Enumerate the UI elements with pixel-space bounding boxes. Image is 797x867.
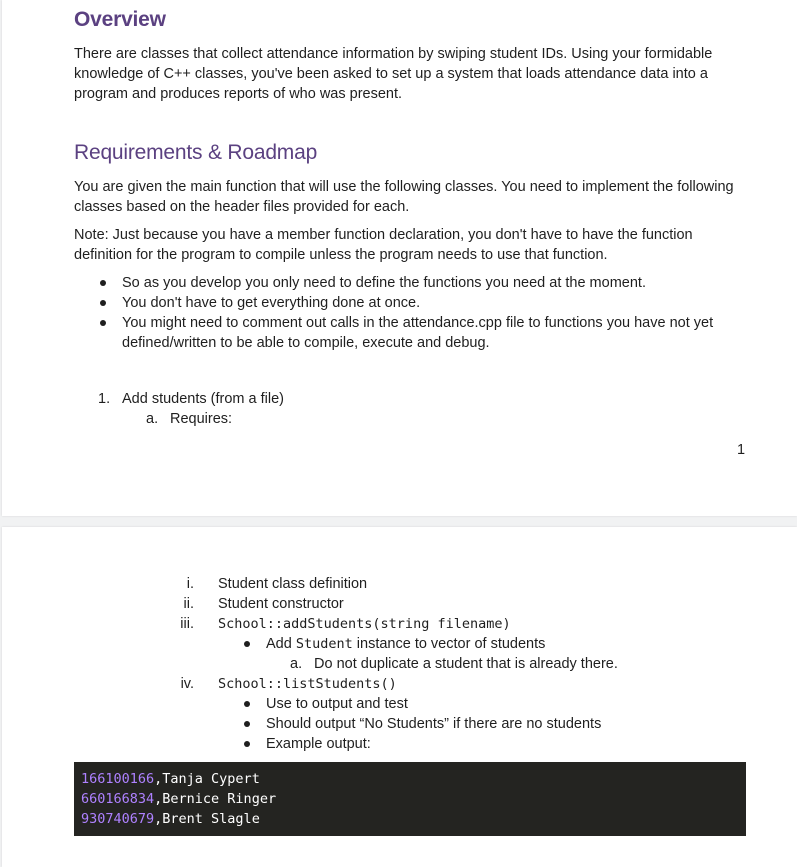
substep-letter: a. — [290, 656, 303, 672]
student-name: ,Tanja Cypert — [154, 771, 260, 787]
student-id: 660166834 — [81, 791, 155, 807]
bullet-item: You might need to comment out calls in the attendance.cpp file to functions you have not yet defined/written to be able to compile, execute and debug. — [122, 313, 732, 353]
code-block — [74, 762, 746, 836]
overview-paragraph: There are classes that collect attendance information by swiping student IDs. Using your formidable knowledge of C++ classes, you've been asked to set up a system that loads attendance data into a program and produces reports of who was present. — [74, 46, 713, 102]
bullet-text: instance to vector of students — [352, 636, 546, 652]
roman-numeral: i. — [186, 576, 194, 592]
bullet-text: Add — [266, 636, 296, 652]
roman-numeral: ii. — [183, 596, 194, 612]
student-id: 166100166 — [81, 771, 155, 787]
page-number: 1 — [737, 442, 746, 458]
document-page-1 — [2, 0, 797, 516]
step-text: Add students (from a file) — [122, 391, 284, 407]
bullet-item: Use to output and test — [266, 696, 408, 712]
bullet-item: Should output “No Students” if there are no students — [266, 716, 602, 732]
substep-text: Requires: — [170, 411, 233, 427]
overview-heading: Overview — [74, 8, 166, 31]
student-id: 930740679 — [81, 811, 155, 827]
student-name: ,Brent Slagle — [154, 811, 260, 827]
inline-code: Student — [295, 636, 353, 652]
code-line — [81, 789, 276, 809]
bullet-item: You don't have to get everything done at once. — [122, 295, 421, 311]
student-name: ,Bernice Ringer — [154, 791, 277, 807]
note-paragraph: Note: Just because you have a member function declaration, you don't have to have the function definition for the program to compile unless the program needs to use that function. — [74, 227, 693, 263]
roman-numeral: iii. — [180, 616, 194, 632]
bullet-item: So as you develop you only need to define the functions you need at the moment. — [122, 275, 646, 291]
code-line — [81, 769, 260, 789]
bullet-item: Example output: — [266, 736, 371, 752]
roman-item-text: Student constructor — [218, 596, 344, 612]
roman-item-text: Student class definition — [218, 576, 368, 592]
intro-paragraph: You are given the main function that will use the following classes. You need to implement the following classes based on the header files provided for each. — [74, 179, 734, 215]
requirements-heading: Requirements & Roadmap — [74, 141, 318, 164]
roman-numeral: iv. — [180, 676, 194, 692]
code-line — [81, 809, 260, 829]
roman-item-code: School::listStudents() — [218, 676, 397, 692]
bullet-item — [266, 634, 545, 654]
roman-item-code: School::addStudents(string filename) — [218, 616, 511, 632]
step-number: 1. — [98, 391, 111, 407]
substep-letter: a. — [146, 411, 159, 427]
substep-text: Do not duplicate a student that is already there. — [314, 656, 618, 672]
document-page-2 — [2, 527, 797, 867]
